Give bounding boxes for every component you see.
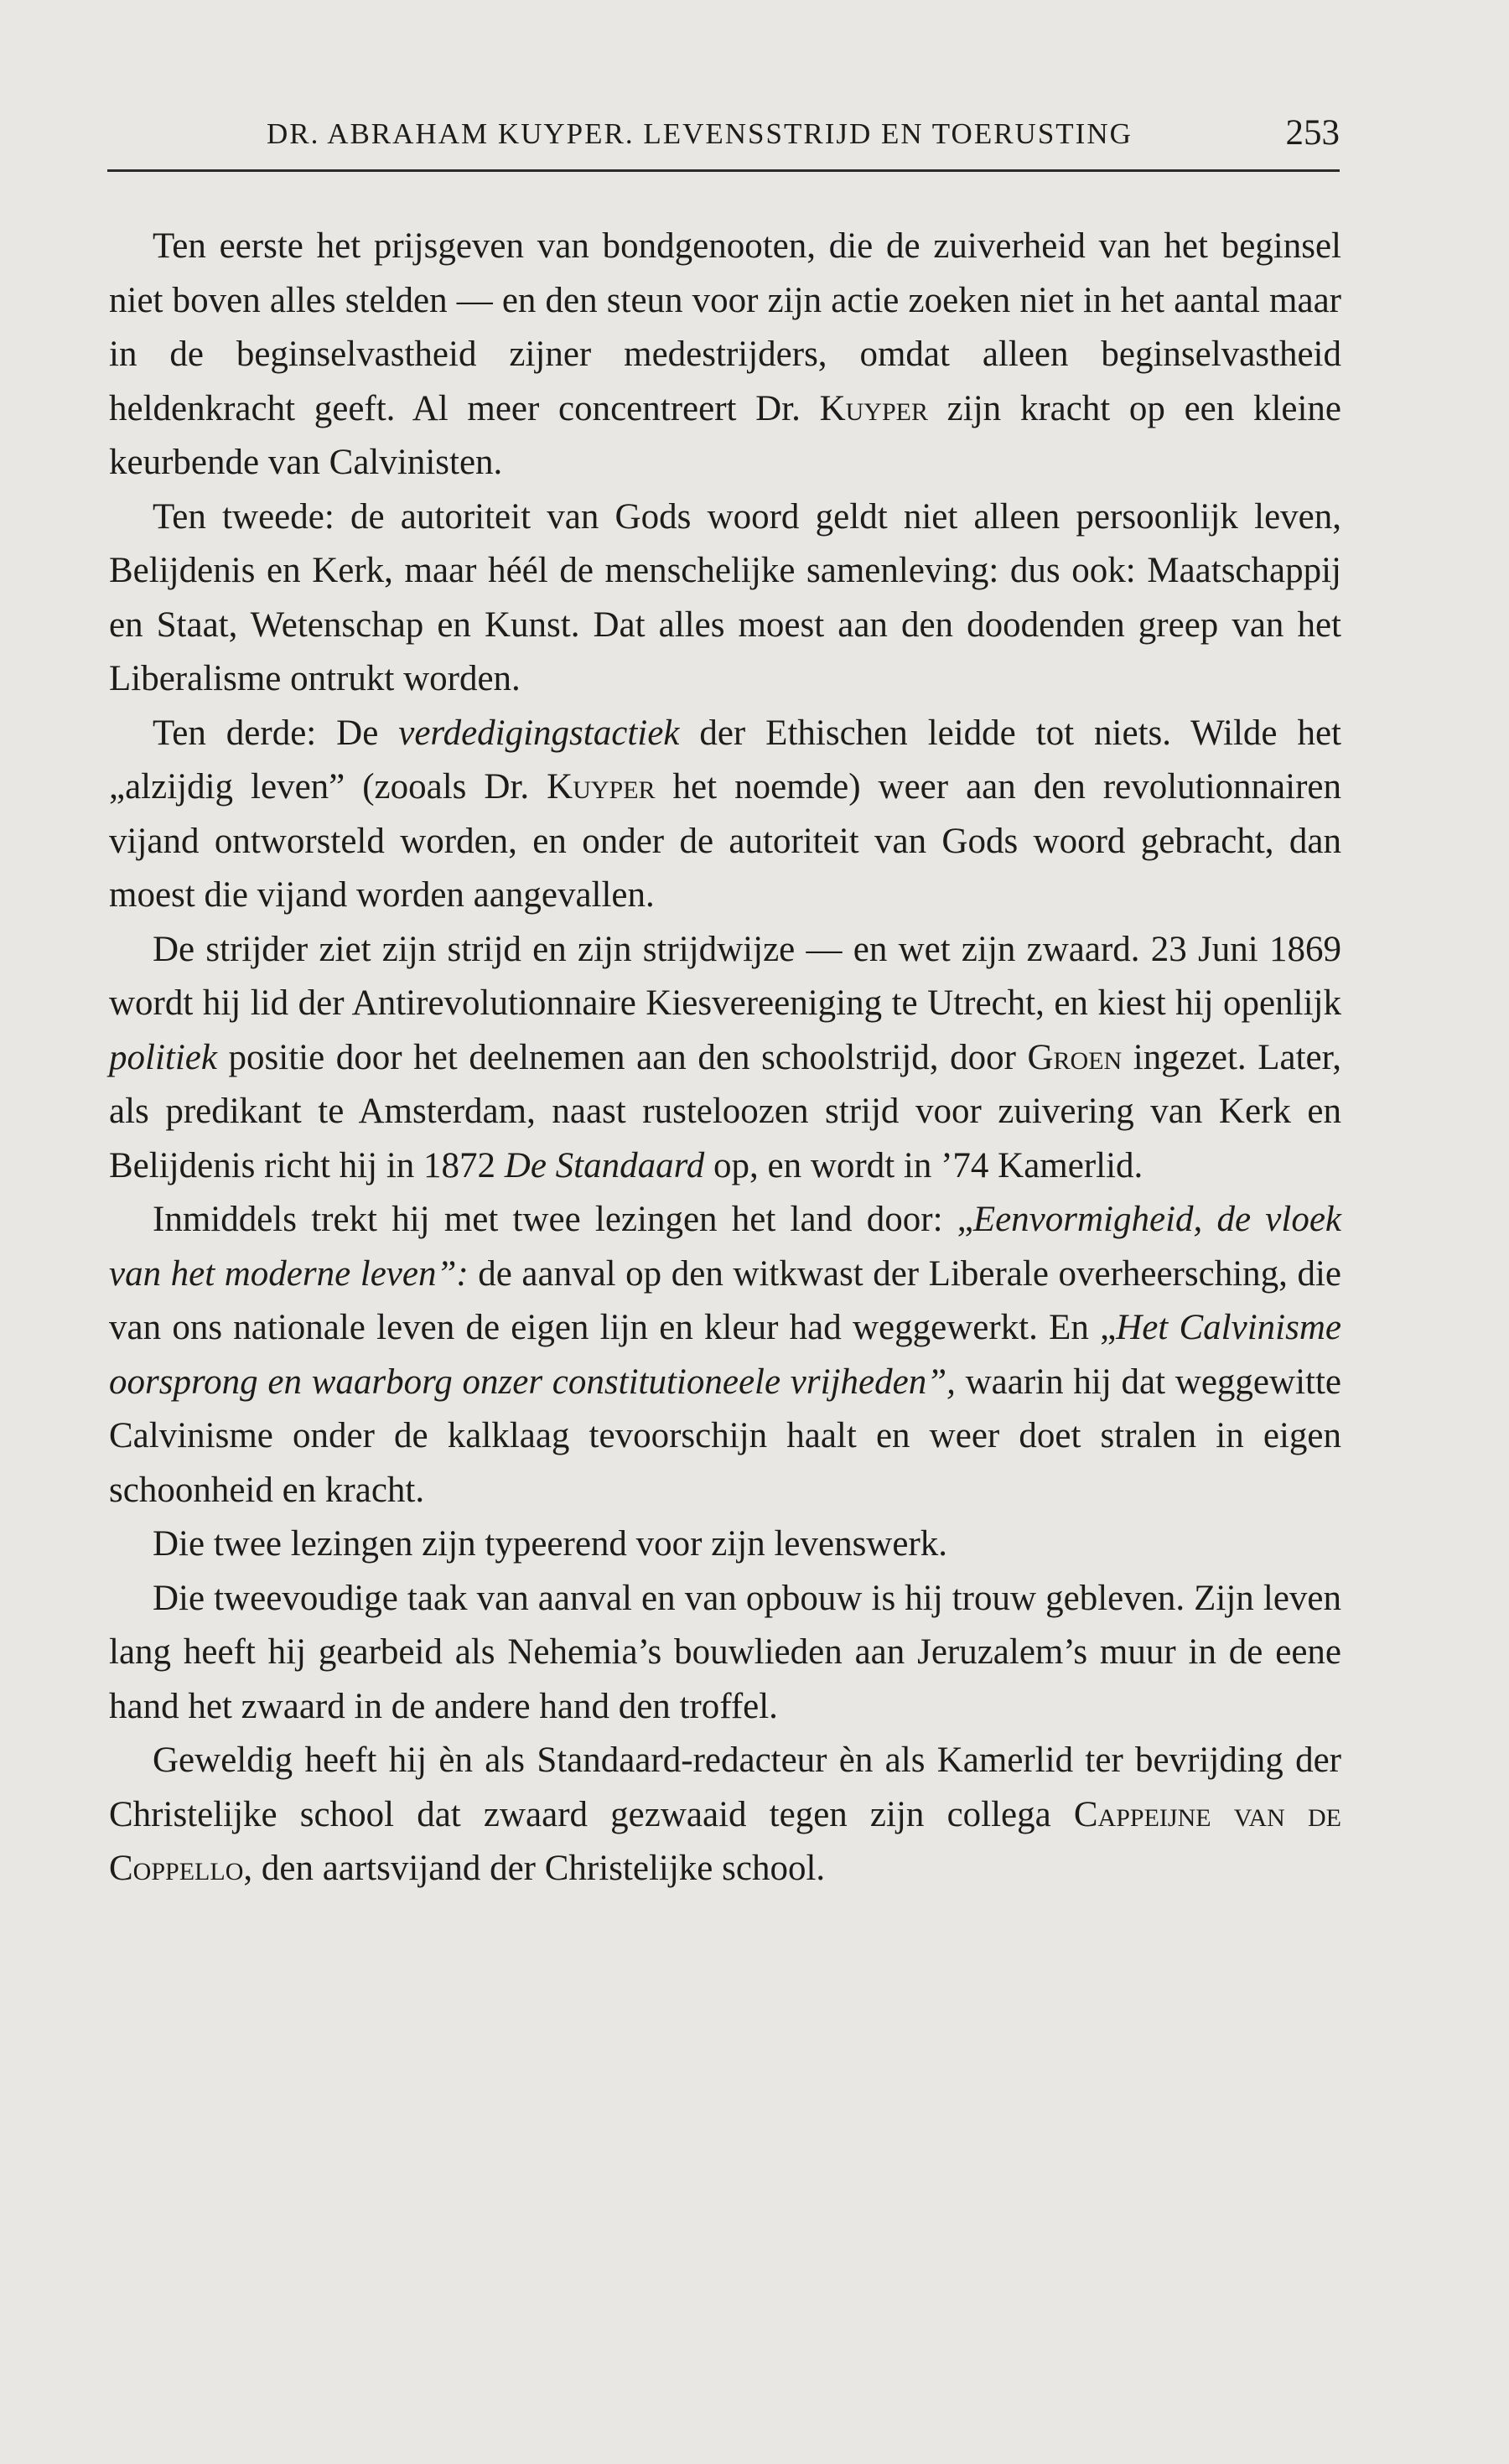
lecture-title: Het Calvinisme oorsprong en waarborg onzer constitutioneele vrijheden”, xyxy=(109,1308,1341,1402)
emphasis: verdedigingstactiek xyxy=(398,713,680,753)
paragraph-5: Inmiddels trekt hij met twee lezingen het land door: „Eenvormigheid, de vloek van het moderne leven”: de aanval op den witkwast der Liberale overheersching, die van ons nationale leven de eigen lijn en kleur had weggewerkt. En „Het Calvinisme oorsprong en waarborg onzer constitutioneele vrijheden”, waarin hij dat weggewitte Calvinisme onder de kalklaag tevoorschijn haalt en weer doet stralen in eigen schoonheid en kracht. xyxy=(109,1200,1342,1510)
header-rule xyxy=(107,169,1340,172)
page-header xyxy=(107,112,1340,161)
paragraph-3: Ten derde: De verdedigingstactiek der Ethischen leidde tot niets. Wilde het „alzijdig leven” (zooals Dr. Kuyper het noemde) weer aan den revolutionnairen vijand ontworsteld worden, en onder de autoriteit van Gods woord gebracht, dan moest die vijand worden aangevallen. xyxy=(109,713,1341,915)
person-name: Groen xyxy=(1027,1037,1123,1077)
paragraph-8: Geweldig heeft hij èn als Standaard-redacteur èn als Kamerlid ter bevrijding der Christelijke school dat zwaard gezwaaid tegen zijn collega Cappeijne van de Coppello, den aartsvijand der Christelijke school. xyxy=(109,1740,1341,1888)
running-head: DR. ABRAHAM KUYPER. LEVENSSTRIJD EN TOERUSTING xyxy=(267,117,1133,150)
lecture-title: Eenvormigheid, de vloek van het moderne leven”: xyxy=(109,1200,1341,1294)
paragraph-1: Ten eerste het prijsgeven van bondgenooten, die de zuiverheid van het beginsel niet boven alles stelden — en den steun voor zijn actie zoeken niet in het aantal maar in de beginselvastheid zijner medestrijders, omdat alleen beginselvastheid heldenkracht geeft. Al meer concentreert Dr. Kuyper zijn kracht op een kleine keurbende van Calvinisten. xyxy=(109,226,1342,482)
paragraph-2: Ten tweede: de autoriteit van Gods woord geldt niet alleen persoonlijk leven, Belijdenis en Kerk, maar héél de menschelijke samenleving: dus ook: Maatschappij en Staat, Wetenschap en Kunst. Dat alles moest aan den doodenden greep van het Liberalisme ontrukt worden. xyxy=(109,496,1341,698)
paragraph-4: De strijder ziet zijn strijd en zijn strijdwijze — en wet zijn zwaard. 23 Juni 1869 wordt hij lid der Antirevolutionnaire Kiesvereeniging te Utrecht, en kiest hij openlijk politiek positie door het deelnemen aan den schoolstrijd, door Groen ingezet. Later, als predikant te Amsterdam, naast rusteloozen strijd voor zuivering van Kerk en Belijdenis richt hij in 1872 De Standaard op, en wordt in ’74 Kamerlid. xyxy=(109,929,1341,1185)
newspaper-title: De Standaard xyxy=(504,1145,705,1185)
person-name: Cappeijne van de Coppello xyxy=(109,1794,1341,1888)
body-text xyxy=(109,220,1341,1896)
paragraph-7: Die tweevoudige taak van aanval en van opbouw is hij trouw gebleven. Zijn leven lang heeft hij gearbeid als Nehemia’s bouwlieden aan Jeruzalem’s muur in de eene hand het zwaard in de andere hand den troffel. xyxy=(109,1578,1341,1726)
author-name: Kuyper xyxy=(819,388,928,428)
emphasis: politiek xyxy=(109,1037,217,1077)
page-number: 253 xyxy=(1285,113,1340,153)
paragraph-6: Die twee lezingen zijn typeerend voor zijn levenswerk. xyxy=(153,1524,948,1564)
author-name: Kuyper xyxy=(547,767,656,807)
